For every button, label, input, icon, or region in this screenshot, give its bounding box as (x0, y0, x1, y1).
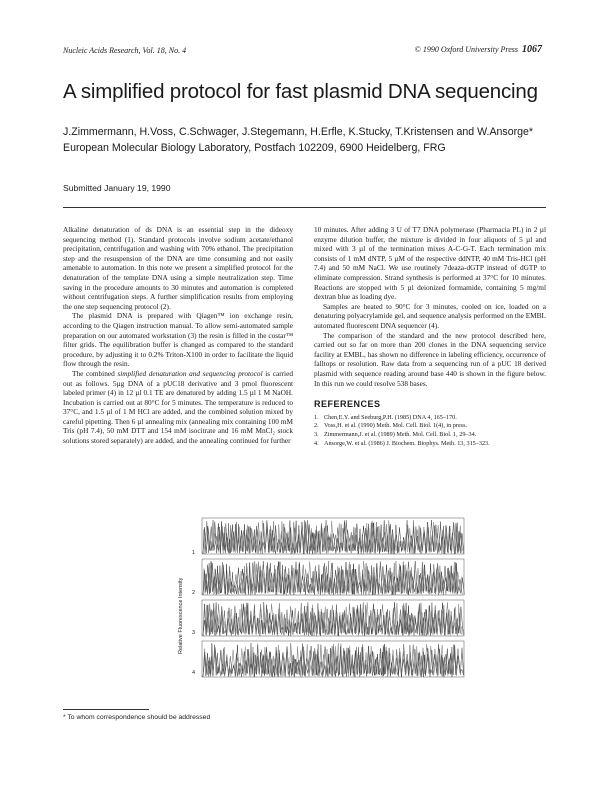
reference-text: Voss,H. et al. (1990) Meth. Mol. Cell. Biol. 1(4), in press. (324, 422, 468, 430)
tick-label: 1 (192, 550, 196, 556)
publisher-copyright: © 1990 Oxford University Press (414, 45, 518, 54)
reference-text: Chen,E.Y. and Seeburg,P.H. (1985) DNA 4, 165–170. (324, 413, 457, 421)
reference-number: 1. (314, 413, 319, 421)
reference-text: Ansorge,W. et al. (1986) J. Biochem. Biophys. Meth. 13, 315–323. (324, 440, 490, 448)
correspondence-footnote: * To whom correspondence should be addressed (63, 714, 211, 721)
tick-label: 2 (192, 590, 196, 596)
author-block (63, 124, 553, 156)
section-rule (63, 207, 546, 208)
reference-item (314, 440, 546, 449)
reference-item (314, 431, 546, 440)
text-run: is carried out as follows. 5µg DNA of a pUC18 derivative and 3 pmol fluorescent labeled primer (4) in 12 µl 0.1 TE are denatured by adding 1.5 µl 1 M NaOH. Incubation is carried out at 80°C for 5 minutes. The temperature is reduced to 37°C, and 1.5 µl of 1 M HCl are added, and the combined solution mixed by careful pipetting. Then 6 µl annealing mix (annealing mix containing 100 mM Tris (pH 7.4), 50 mM DTT and 154 mM isocitrate and 16 mM MnCl₂ stock solutions stored separately) are added, and the annealing continued for further (63, 368, 293, 446)
paragraph: Alkaline denaturation of ds DNA is an essential step in the dideoxy sequencing method (1). Standard protocols involve sodium acetate/ethanol precipitation, centrifugation and washing with 70% ethanol. The precipitation step and the resuspension of the DNA are time consuming and not easily amenable to automation. In this note we present a simplified protocol for the denaturation of the template DNA using a simple neutralization step. Time saving in the procedure amounts to 30 minutes and automation is completed without centrifugation steps. A further simplification results from employing the one step sequencing protocol (2). (63, 225, 293, 311)
paragraph: The comparison of the standard and the new protocol described here, carried out so far on more than 200 clones in the DNA sequencing service facility at EMBL, has shown no difference in labeling efficiency, occurrence of falltops or resolution. Raw data from a sequencing run of a pUC 18 derived plasmid with sequence reading around base 440 is shown in the figure below. In this run we could resolve 538 bases. (314, 330, 546, 388)
tick-label: 4 (192, 670, 196, 676)
reference-number: 3. (314, 431, 319, 439)
footnote-rule (63, 709, 149, 710)
paragraph: Samples are heated to 90°C for 3 minutes, cooled on ice, loaded on a denaturing polyacrylamide gel, and sequence analysis performed on the EMBL automated fluorescent DNA sequencer (4). (314, 301, 546, 330)
submission-date: Submitted January 19, 1990 (63, 183, 171, 193)
sequencing-trace-plot (168, 512, 470, 686)
reference-list (314, 414, 546, 449)
reference-number: 2. (314, 422, 319, 430)
paragraph: 10 minutes. After adding 3 U of T7 DNA polymerase (Pharmacia PL) in 2 µl enzyme dilution buffer, the mixture is divided in four aliquots of 5 µl and mixed with 3 µl of the termination mixes A-C-G-T. Each termination mix consists of 1 mM dNTP, 5 µM of the respective ddNTP, 40 mM Tris-HCl (pH 7.4) and 50 mM NaCl. We use routinely 7deaza-dGTP instead of dGTP to eliminate compression. Strand synthesis is performed at 37°C for 10 minutes. Reactions are stopped with 5 µl deionized formamide, containing 5 mg/ml dextran blue as loading dye. (314, 225, 546, 302)
page-number: 1067 (522, 44, 542, 55)
author-list: J.Zimmermann, H.Voss, C.Schwager, J.Stegemann, H.Erfle, K.Stucky, T.Kristensen and W.Ansorge* (63, 126, 534, 138)
reference-text: Zimmermann,J. et al. (1989) Meth. Mol. Cell. Biol. 1, 29–34. (324, 431, 477, 439)
publisher-and-page (415, 44, 542, 55)
axis-label: Relative Fluorescence Intensity (178, 577, 184, 654)
reference-item (314, 422, 546, 431)
affiliation: European Molecular Biology Laboratory, Postfach 102209, 6900 Heidelberg, FRG (63, 142, 446, 154)
article-title: A simplified protocol for fast plasmid DNA sequencing (63, 80, 538, 103)
tick-label: 3 (192, 630, 196, 636)
left-column (63, 225, 293, 446)
reference-number: 4. (314, 440, 319, 448)
paragraph: The plasmid DNA is prepared with Qiagen™ ion exchange resin, according to the Qiagen instruction manual. To allow semi-automated sample preparation on our automated workstation (3) the resin is filled in the costar™ filter grids. The equilibration buffer is changed as compared to the standard procedure, by adjusting it to 0.2% Triton-X100 in order to facilitate the liquid flow through the resin. (63, 311, 293, 369)
right-column (314, 225, 546, 449)
journal-citation: Nucleic Acids Research, Vol. 18, No. 4 (63, 46, 187, 55)
emphasis: simplified denaturation and sequencing protocol (117, 368, 263, 378)
sequencing-trace-figure (168, 512, 470, 686)
reference-item (314, 414, 546, 423)
paragraph (63, 369, 293, 446)
trace-panels (202, 518, 464, 677)
references-heading: REFERENCES (314, 399, 381, 410)
text-run: The combined (72, 368, 118, 378)
